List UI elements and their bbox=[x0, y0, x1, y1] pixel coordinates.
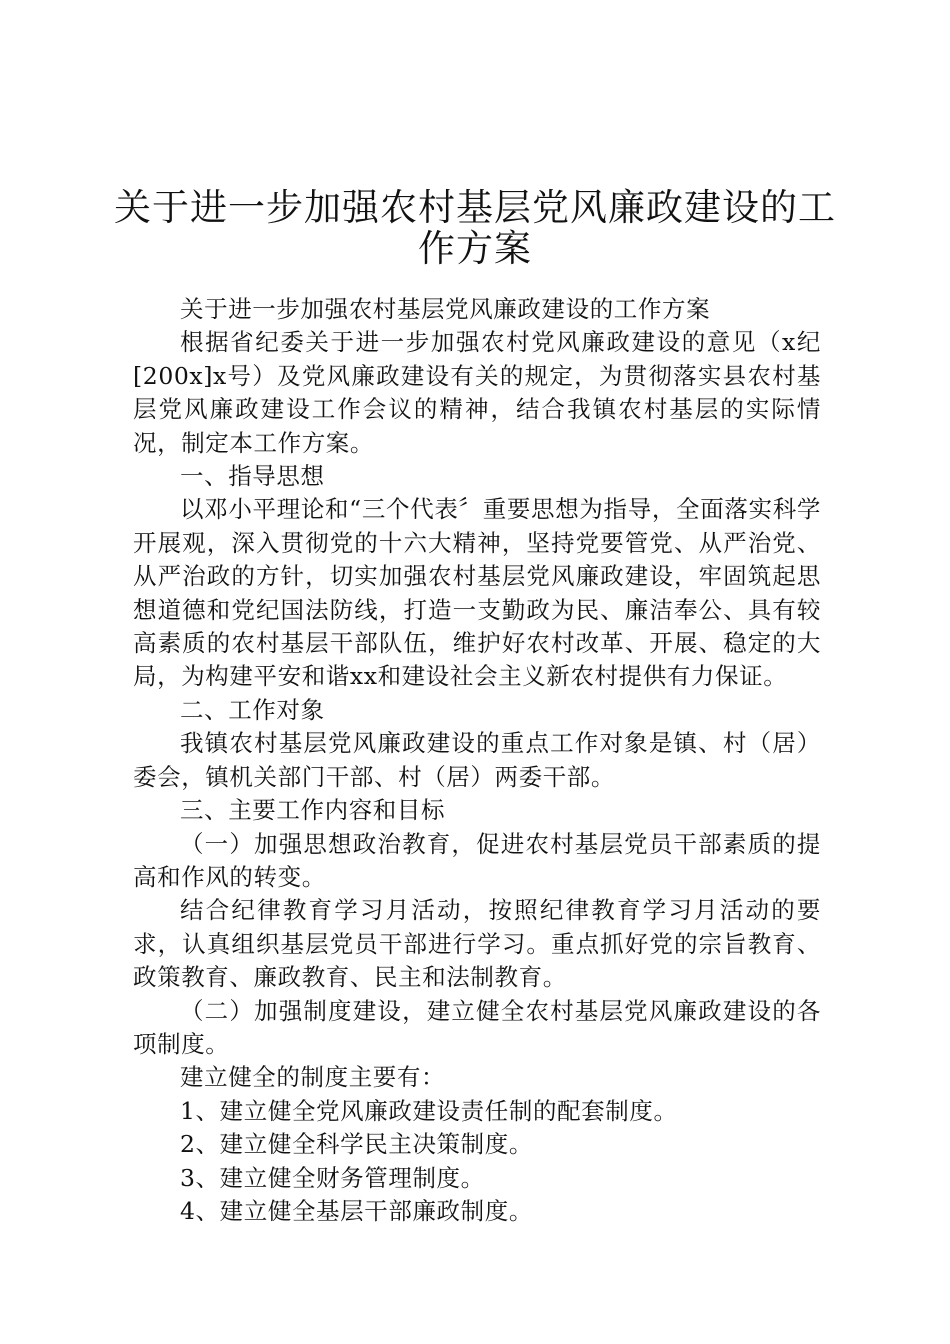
section-heading-2: 二、工作对象 bbox=[180, 695, 325, 724]
document-title-line-2: 作方案 bbox=[418, 227, 532, 270]
section-paragraph-2: 我镇农村基层党风廉政建设的重点工作对象是镇、村（居）委会，镇机关部门干部、村（居）两委干部。 bbox=[133, 729, 821, 791]
subsection-paragraph-2: 建立健全的制度主要有： bbox=[180, 1063, 446, 1092]
section-paragraph-1: 以邓小平理论和“三个代表〞重要思想为指导，全面落实科学开展观，深入贯彻党的十六大精神，坚持党要管党、从严治党、从严治政的方针，切实加强农村基层党风廉政建设，牢固筑起思想道德和党纪国法防线，打造一支勤政为民、廉洁奉公、具有较高素质的农村基层干部队伍，维护好农村改革、开展、稳定的大局，为构建平安和谐xx和建设社会主义新农村提供有力保证。 bbox=[133, 495, 821, 691]
document-subtitle: 关于进一步加强农村基层党风廉政建设的工作方案 bbox=[180, 295, 711, 323]
list-item: 4、建立健全基层干部廉政制度。 bbox=[180, 1196, 533, 1225]
document-title-line-1: 关于进一步加强农村基层党风廉政建设的工 bbox=[114, 186, 836, 229]
subsection-heading-2: （二）加强制度建设，建立健全农村基层党风廉政建设的各项制度。 bbox=[133, 996, 821, 1058]
list-item: 2、建立健全科学民主决策制度。 bbox=[180, 1130, 533, 1159]
list-item: 3、建立健全财务管理制度。 bbox=[180, 1163, 485, 1192]
subsection-heading-1: （一）加强思想政治教育，促进农村基层党员干部素质的提高和作风的转变。 bbox=[133, 829, 821, 891]
list-item: 1、建立健全党风廉政建设责任制的配套制度。 bbox=[180, 1096, 678, 1125]
document-body bbox=[133, 293, 821, 1228]
subsection-paragraph-1: 结合纪律教育学习月活动，按照纪律教育学习月活动的要求，认真组织基层党员干部进行学习。重点抓好党的宗旨教育、政策教育、廉政教育、民主和法制教育。 bbox=[133, 896, 821, 992]
intro-paragraph: 根据省纪委关于进一步加强农村党风廉政建设的意见（x纪[200x]x号）及党风廉政建设有关的规定，为贯彻落实县农村基层党风廉政建设工作会议的精神，结合我镇农村基层的实际情况，制定本工作方案。 bbox=[133, 328, 821, 457]
section-heading-1: 一、指导思想 bbox=[180, 462, 325, 491]
section-heading-3: 三、主要工作内容和目标 bbox=[180, 796, 446, 825]
